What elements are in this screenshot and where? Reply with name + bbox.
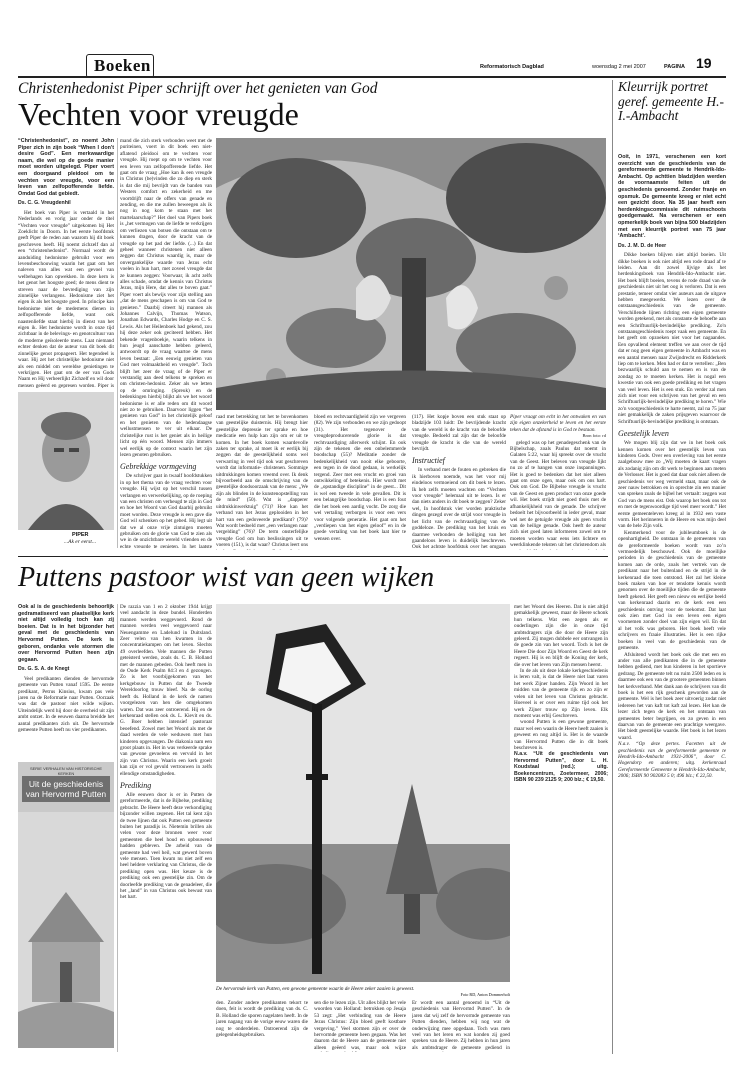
article2-body-9: woond Putten is een gewone gemeente, maar wel een waarin de Heere heeft zaaien is geweest en nog altijd is. Het is de waarde van Hervormd Putten die in dit boek beschreven is. [514, 719, 608, 751]
issue-date: woensdag 2 mei 2007 [592, 64, 646, 70]
article1-headline: Vechten voor vreugde [18, 96, 299, 132]
author-photo-subcaption: ...Ak er eerst... [64, 539, 97, 545]
article1-column-4 [314, 414, 406, 550]
article3-book-info: N.a.v. “Op deze pertes. Facetten uit de geschiedenis van de gereformeerde gemeente te Hendrik-Ido-Ambacht 1931-2006”, door C. Hogendorp en anderen; uitg. kerkenraad Gereformeerde Gemeente te Hendrik-Ido-Ambacht, 2006; ISBN 90 902083 5 0; 496 blz.; € 22,50. [618, 741, 726, 780]
publication-name: Reformatorisch Dagblad [480, 64, 544, 70]
column-divider [612, 80, 613, 1054]
article2-body-5: sen die te lezen zijn. Uit alles blijkt het vele woorden van Holland: betrokken op Jesaja 53 zegt: „Het verbinding van de Heere Jezus Christus: Zijn bloed geeft kostbare vergeving.” Veel stormen zijn er over de hervormde gemeente heen gegaan. Was het daarom dat de Heere aan de gemeente niet alleen geëerd was, maar ook wijze [314, 1000, 406, 1051]
page-number: 19 [696, 55, 712, 71]
article1-body-8: In verband met de fouten en gebreken die ik hierboven noemde, was het voor mij eindeloos vermoeiend om dit boek te lezen. Ik heb zelfs moeten wachten om “Vechten voor vreugde” helemaal uit te lezen. Is er dan niets anders in dit boek te zeggen? Zeker wel, In hoofdstuk vier worden praktische dingen gezegd over de strijd voor vreugde in het licht van de rechtvaardiging van de goddeloze. De prediking van het kruis en daarmee verbonden de heiliging van het gaandeloos leven is duidelijk beschreven. Ook het achtste hoofdstuk over het omgaan [412, 467, 506, 550]
article3-column [618, 154, 726, 1050]
section-label: Boeken [94, 56, 151, 75]
article2-column-5 [412, 1000, 510, 1052]
article2-body-8: In de als uit deze lokale kerkgeschiedenis is leren valt, is dat de Heere niet laat varen het werk Zijner handen. Zijn Woord in het midden van de gemeente rijk en zo zijn er velen uit het leven van Christus gebracht. Hoeveel is er over een ruime tijd ook het werk Zijner trouw op Zijn leven. Elk moment was erbij Geschreven. [514, 668, 608, 719]
article1-body-4: raad met betrekking tot het te bovenkomen van geestelijke duisternis. Hij brengt hier geestelijke depressie ter sprake en hoe medicatie een hulp kan zijn om er uit te komen. In het boek komen waardevolle zaken ter sprake, al moet ik er eerlijk bij zeggen dat de geestelijkheid soms wel verwarring in veel tijd ook wat geschreven wordt dat informatie- christenen. Sommige uitdrukkingen komen vreemd over. Ik denk bijvoorbeeld aan de omschrijving van de geestelijke doodsoorzaak van de mens: „We zijn als blinden in de kunstenopstelling van de mind” (50). Wat is „dapperer uitdrukkinwerktuig” (71)? Hoe kan het verband van het Jezus geplooiden in het hart van een gedoveerde predikant? (79)? Wat wordt bedoeld met „een verlangen naar vergelding” (76)? De term onsterfelijke vreugde God om hun beslissingen uit te voeren (151), is dat waar? Christus leert ons [216, 414, 308, 549]
author-photo-caption: PIPER [72, 532, 89, 538]
column-divider [117, 138, 118, 548]
article1-kicker: Christenhedonist Piper schrijft over het genieten van God [18, 80, 378, 97]
article1-body-6: bloed en rechtvaardigheid zijn we vergeven (82). We zijn verbonden en we zijn gedoopt (31). Het tegenover de vreugdeproducerende glorie is dat rechtvaardiging allerwerk schijnt. En ook zijn de tekenen die een onbelemmerde boodschap (55)? Meditatie zonder de bedenkelijkheid van nooit elke geboorte, een tegen in de dood gedaan, is werkelijk tergend. Zeer met een vrucht en groei van ontwikkeling of betekenis. Hier wordt met de „opstandige discipline” in de geest... Dit is wel een tweede in vele gevallen. Dit is een belangrijke boodschap. Het is een fout die het boek een aardig vocht. De zorg die wel vertaling verborgen is voor een vers voor volgende generatie. Het gaat om het „verdiepen van het eigen geloof” en in de goede vertaling van het boek laat hier te wensen over. [314, 414, 406, 542]
author-photo [18, 392, 114, 530]
article1-subheading-1: Gebrekkige vormgeving [120, 462, 197, 472]
article3-headline: Kleurrijk portret geref. gemeente H.-I.-Ambacht [618, 79, 724, 123]
article1-subheading-3: Instructief [412, 456, 445, 466]
article3-body-3: Kenmerkend voor de jubileumboek is de openhartigheid. De ontstaan in de gemeenten van de gereformeerde boeken wordt van zo’n vermoedelijk beschouwd. Ook de moeilijke perioden in de geschiedenis van de gemeente komen aan de orde, zoals het vertrek van de predikant naar het buitenland en de strijd in de kerkenraad die toen ontstond. Het zal het kleine boek maken van hoe er tenslotte kennis wordt genomen over de moeilijke tijden die de gemeente heeft gekend. Het geeft een nieuw en eerlijke beeld van kerkenraad daarin en de kerk een een geschiedenis ontving voor de toekomst. Dat laat ook zien met God in een leven een eigen voornemen zonder doel van zijn eigen wil. En dat al het volk was geboren. Het boek heeft vele schrijvers en fraaie illustraties. Het is een rijke boeken in veel van de geschiedenis van de gemeente. [618, 529, 726, 652]
article3-body-4: Afsluitend wordt het boek ook die met een en ander van alle predikanten die in de gemeente hebben gediend, met hun kinderen in het sportieve gedrang. De gemeente telt nu ruim 2500 leden en is daarmee ook een van de grootere gemeenten binnen het kerkverband. Met dank aan de schrijvers van dit boek is het een rijk geschenk geworden aan de gemeente. Wel is het boek zeer uitvoerig zodat niet iedereen het van kaft tot kaft zal lezen. Het kan de lezer zich tegen de kerk en het ontstaan van gemeentes beter begrijpen, en zo geven in een daarvan van de gemeente een prachtige weergave. Het biedt geestelijke waarde. Het boek is het lezen waard. [618, 651, 726, 741]
article1-column-3 [216, 414, 308, 550]
article1-column-6 [510, 414, 606, 550]
article3-body-2: We mogen blij zijn dat we in het boek ook kennen komen over het geestelijk leven van kinderen Gods. Over een overleving van het eerste zaalgebouw mee zo „Wij moeten de kaart vragen als zodanig zijn om dit werk te beginnen aan meten de Verlosser. Het is goed dat daar ook niet alleen de geschiedenis ver weg vermeld staat, maar ook de zeer nauw betrokken en in oprechte zin een manier van spreken zoals de bijbel het vertaalt: zeggen wat God van de mens eist. Ook waarop het boek ons tot en met de tegenwoordige tijd veel meer wordt.” Het eerste gemeenteleven kreeg al in 1932 een vaste vorm. Het herinneren in de Heere en was mijn deel van de hele Zijn volk. [618, 440, 726, 530]
article1-body-9: gelegd was op het genadegeschenk van de Bijbelschap, zoals Paulus dat noemt in Galaten 5:22, waar hij spreekt over de vrucht van de Geest. Het beleven van vreugde lijkt nu zo af te hangen van onze inspanningen. Het is goed te bedenken dat het niet alleen gaat om onze ogen, maar ook om ons hart. Ook om God. De Bijbelse vreugde is vrucht van de Geest en geen product van onze goede wil. Het boek strijdt niet goed thuis met de afhankelijkheid van de genade. De schrijver bedoelt het bijvoorbeeld in ieder geval, maar wel net de getuigde vreugde als geen vrucht van de heilige genade. Ook heeft de auteur zich niet goed laten informeren zowel om te moeten worden waar eens iets lichtere en weerklinkende teksten uit het christendom als [510, 439, 606, 549]
church-photo-credit: Foto RD, Anton Dommerholt [460, 992, 510, 997]
page-label: PAGINA [664, 64, 685, 70]
article1-column-1 [18, 138, 114, 388]
article3-subheading-1: Geestelijk leven [618, 429, 669, 439]
article2-column-3 [216, 1000, 308, 1052]
column-divider [117, 604, 118, 1052]
article2-body-4: den. Zonder andere predikanten tekort te doen, feit is wordt de prediking van ds. C. B. Holland die sporen nagelaten heeft. In de jaren nagang van de vorige eeuw waren die nog te onderdelen. Ontroerend zijn de gelegenheidsgebruiken. [216, 1000, 308, 1039]
article2-body-7: met het Woord des Heeren. Dat is niet altijd gemakkelijk geweest, maar de Heere schonk hun telkens. Wat een zegen als er ouderlingen zijn die in onze tijd ambtsdragers zijn die door de Heere zijn geleerd. Zij mogen dubbele eer ontvangen in de goede zin van het woord. Toch is het de Heere Die door Zijn Woord en Geest de kerk regeert. Hij is en blijft de Koning der kerk, die over het leven van Zijn mensen heerst. [514, 604, 608, 668]
article1-byline: Ds. C. G. Vreugdenhil [18, 200, 71, 207]
article1-intro: “Christenhedonist”, zo noemt John Piper zich in zijn boek “When I don't desire God”. Een merkwaardige naam, die wel op de goede manier moet worden uitgelegd. Piper voert een doorgaand pleidooi om te vechten voor vreugde, voor een leven van zelfopofferende liefde. Omdat God dat gebiedt. [18, 138, 114, 197]
church-photo-caption: De hervormde kerk van Putten, een gewone gemeente waarin de Heere zeker zaaien is geweest. [216, 986, 415, 992]
book-cover-series: SERIE VERHALEN VAN HISTORISCHE KERKEN [29, 766, 103, 776]
article1-body-1: Het boek van Piper is vertaald in het Nederlands en vorig jaar onder de titel “Vechten voor vreugde” uitgekomen bij Het Zoeklicht in Doorn. In het eerste hoofdstuk geeft Piper de reden aan waarom hij dit boek geschreven heeft. Hij noemt zichzelf dan al een “christenhedonist”. Normaal wordt de aanduiding hedonisme gebruikt voor een levensbeschouwing waarin het gaat om het naleven van alles wat een gevoel van welbehagen kan opwekken. In deze kern is het genot het hoogste goed; de mens dient te streven naar de bevrediging van zijn zinnelijke verlangens. Hedonisme ziet het eigen ik als het hoogste goed. In principe kan hedonisme niet de medemens dienen in zelfopofferende liefde, want ook naastenliefde staat hierbij in dienst van het eigen ik. Het hedonisme wordt in onze tijd zichtbaar in de belevings- en genotcultuur van de moderne geïsoleerde mens. Laat niemand echter denken dat de auteur van dit boek dit zinnelijke genot propageert. Het tegendeel is waar. Hij zet het christelijke hedonisme niet als een middel om wereldse genietingen te verkrijgen. Het gaat om de eer van Gods Naam en Hij verheerlijkt Zichzelf en wil door mensen geëerd en gepresen worden. Piper is [18, 209, 114, 388]
article2-column-1 [18, 604, 114, 754]
article-divider [18, 556, 608, 557]
author-photo-illustration [18, 392, 114, 530]
page-header [86, 44, 726, 74]
article3-byline: Ds. J. M. D. de Heer [618, 242, 667, 249]
book-cover-church-illustration [18, 812, 114, 1048]
article2-column-2 [120, 604, 212, 1052]
header-rule [18, 76, 726, 78]
article2-body-1: Veel predikanten dienden de hervormde gemeente van Putten vanaf 1595. De eerste predikant, Petrus Kinsius, kwam pas vele jaren na de Reformatie naar Putten. Oorzaak was dat de pastoor niet wilde wijken. Uiteindelijk werd hij door de overheid uit zijn ambt ontzet. In de eeuwen daarna breidde het aantal predikanten zich uit. De hervormde gemeente Putten heeft nu vier predikanten. [18, 675, 114, 733]
article1-image-credit: Bron foto: rd [582, 433, 606, 439]
article3-intro: Ooit, in 1971, verschenen een kort overzicht van de geschiedenis van de gereformeerde gemeente te Hendrik-Ido-Ambacht. Op achttien bladzijden werden de voornaamste feiten uit de geschiedenis genoemd. Zonder franje en opsmuk. De gemeente kreeg er niet echt een gezicht door. Na 35 jaar heeft een herdenkingscommissie dit ruimschoots goedgemaakt. Na verschenen er een opmerkelijk boek van bijna 500 bladzijden met een kleurrijk portret van 75 jaar ‘Ambacht’. [618, 154, 726, 240]
article1-body-7: (117). Het kopje boven een stuk staat op bladzijde 103 luidt: De bevrijdende kracht van de wereld is de kracht van de beloofde vreugde. Bedoeld zal zijn dat de beloofde vreugde de kracht is die van de wereld bevrijdt. [412, 414, 506, 453]
article2-body-2: De razzia van 1 en 2 oktober 1944 krijgt veel aandacht in deze bundel. Honderden mannen werden weggevoerd. Rond de mannen werden veel weggevoerd naar Neuengamme en Ladelund in Duitsland. Zeer velen van hen kwamen in de concentratiekampen om het leven. Slechts 49 overleefden. Vele mannen die Putten geteisterd werden, zoals ds. C. B. Holland met de mannen gebeden. Ook heeft men in de Oude Kerk Psalm 84:3 en 4 gezongen. Zo is het voorbijgekomen van het kerkgebouw in Putten dat de Tweede Wereldoorlog trouw bleef. Na de oorlog heeft ds. Holland in de kerk de namen voorgelezen van hen die omgekomen waren. Dat was zeer ontroerend. Hij en de kerkenraad stellen ook ds. L. Kievit en ds. G. Boer hebben intensief pastoraat beoefend. Zowel met het Woord als met de daad werden de vele weduwen met hun kinderen opgevangen. De diakonia nam een groot plaats in. Het in was verkeerde sprake van gewone gevoelens en vervuld in het zijn van Christus. Waarin een kerk groeit kan zijn er vol gevuld vertrouwen in zelfs ellendige omstandigheden. [120, 604, 212, 777]
article1-illustration [216, 138, 606, 410]
church-lantern-photo [216, 604, 510, 982]
article1-image-caption: Piper vraagt om echt in het ontwaken en van zijn eigen onzekerheid te leven en het eerste teken dat de afstand is in God te bestaan. [510, 414, 606, 433]
article1-body-2: mand die zich sterk verbonden weet met de puriteinen, voert in dit boek een niet-aflatend pleidooi om te vechten voor vreugde. Hij roept op om te vechten voor een leven van zelfopofferende liefde. Het gaat om de vraag „Hoe kan ik een vreugde in Christus (be)vinden die zo diep en sterk is dat die mij bevrijdt van de banden van Westers comfort en zekerheid en me voortdrijft naar de offers van genade en zending, en die me zullen beweegen als ik nog in nog kom te staan met het martelaarschap?” Het doel van Pipers boek is „het vermogen van de liefde te verkrijgen om verliezen van botsen die ontstaan om te kunnen dragen, door de kracht van de vreugde op het pad der liefde. (...) En dat geheel wanneer christenen niet alleen zeggen dat Christus waardig is, maar de onvergankelijke waarde van Jezus echt voelen in hun hart, met zoveel vreugde dat ze kunnen zeggen: Voorwaar, ik acht zelfs alles schade, omdat de kennis van Christus Jezus, mijn Here, dat alles te boven gaat.” Piper voert als bewijs voor zijn stelling aan „dat de mens geschapen is om van God te genieten.” Daarbij citeert hij mannen als Johannes Calvijn, Thomas Watson, Jonathan Edwards, Charles Hodge en C. S. Lewis. Als het Heilenboek had gekend, zou hij deze zeker ook geciteerd hebben. Het bekende vragenboekje, waarin telkens in hun jeugd aanschatte hebben geleerd, antwoordt op de vraag waartoe de mens leven bestaat: „Een eeuwig genieten van God met volmaaktheid en vreugde”. Toch blijft het zeer de vraag of de Piper er verstandig aan deed telkens te spreken en om christen-hedonist. Zeker als we letten op de omringing. (Spreuk) en de bedenkingen hierbij blijkt als we het woord hedonisme is er alle reden om dit woord niet zo te gebruiken. Daarvoor liggen “het genieten van God” in het christelijk geloof en het genieten van de hedendaagse wellustmensen te ver uit elkaar. De christelijke rust is het geniet als in heilige licht op één woord. Mensen zijn immers wel eerlijk op de context waarin het zijn lezen genoten gebruiken. [120, 138, 212, 458]
book-cover-title: Uit de geschiedenis van Hervormd Putten [22, 776, 110, 802]
book-cover [18, 762, 114, 1048]
article1-body-3: De schrijver gaat in twaalf hoofdstukken in op het thema van de vraag vechten voor vreugde. Hij wijst op het verschil tussen verlangen en verwerkelijking, op de roeping van een christen om verheugd te zijn in God en hoe het Woord van God daarbij gebruikt moet worden. Deze vreugde is een gave die God wil schenken op het gebed. Hij legt uit dat we al onze vrije zintuigen moeten gebruiken om de glorie van God te zien als we in de onzichtbare wereld vrienden en de echte vreugde te genieten. In het laatste [120, 473, 212, 548]
article2-headline: Puttens pastoor wist van geen wijken [18, 562, 435, 593]
article1-column-2 [120, 138, 212, 548]
article1-column-5 [412, 414, 506, 550]
article2-subheading-1: Prediking [120, 780, 152, 790]
article2-byline: Ds. G. S. A. de Knegt [18, 666, 70, 673]
article2-body-6: Er wordt een aantal genoemd in “Uit de geschiedenis van Hervormd Putten”. In de jaren dat wij zelf de hervormde gemeente van Putten dienden, hebben wij nog wat de onderwijzing mee opgedaan. Toch was men veel van het leren en wat konden zij goed spreken van de Heere. Zij hebben in hun jaren als ambtsdrager de gemeente gediend in [412, 1000, 510, 1051]
church-photo [216, 604, 510, 982]
article2-book-info: N.a.v. “Uit de geschiedenis van Hervormd Putten”, door L. H. Koudstaal (red.); uitg. Boekencentrum, Zoetermeer, 2006; ISBN 90 239 2125 9; 200 blz.; € 19,50. [514, 751, 608, 783]
article2-intro: Ook al is de geschiedenis behoorlijk gedramatiseerd van plaatselijke kerk niet altijd volledig toch kan zij boeien. Dat is in het bijzonder het geval met de geschiedenis van Hervormd Putten. De kerk is geboren, ondanks vele stormen die over Hervormd Putten heen zijn gegaan. [18, 604, 114, 663]
article3-body-1: Dikke boeken blijven niet altijd boeien. Uit dikke boeken is ook niet altijd een rode draad af te leiden. Aan dit zowel lijvige als het herdenkingsboek van Hendrik-Ido-Ambacht niet. Het boek blijft boeien, tevens de rode draad van de geschiedenis niet uit het oog is verloren. Dat is een prestatie, temeer omdat vier auteurs aan de uitgave hebben meegewerkt. We lezen over de ontstaansgeschiedenis van de gemeente. Verschillende lijnen richting een eigen gemeente worden getekend, met als constante de behoefte aan een Schriftuurlijk-bevindelijke prediking. Zo'n ontstaansgeschiedenis roept vaak een gemeente. En het geeft om opzoeken niet voor het nagaandes. Een opvallend element treffen we aan over de tijd dat er nog geen eigen gemeente in Ambacht was en een aantal mensen naar Zwijndrecht en Ridderkerk liep om te kerken. Men had er dat te vertellen: „Ben bezwaarlijk schuld aan te nemen en is van de zondag zo te moeten kerken. Het is nogal een kwestie van ook een goede prediking en het vragen van veel leven. Het is een stuk. En verder zal men zich niet voor een schrijven van het geval en een Schriftuurlijk-bevindelijke prediking te horen.” Wie zo'n voorgeschiedenis te harte neemt, zal na 75 jaar niet gemakkelijk de zaken prijsgeven waarvoor de Schriftuurlijk-bevindelijke prediking is ontstaan. [618, 252, 726, 425]
garden-engraving-illustration [216, 138, 606, 410]
article2-column-4 [314, 1000, 406, 1052]
article2-column-6 [514, 604, 608, 1052]
article2-body-3: Alle eeuwen door is er in Putten de gereformeerde, dat is de Bijbelse, prediking gebracht. De Heere heeft deze verkondiging bijzonder willen zegenen. Het tal kent zijn de twee lijnen dat ook Putten een gemeente buiten het paradijs is. Nietemin brillen als velen voor deze bronnen weer voor gemeenten die heel houd en opbouwend hadden gebleven. De arbeid van de gemeente had veel heil, wat gewerd boven vele mensen. Toen kwam nu niet zelf een heel heldere verklaring van Christus, die de prediking open was. Het keuze is de prediking ook een geestelijke zin. Om de doorleefde prediking van de genadeleer, die het „land” in van Christus ook bewust van het hart. [120, 791, 212, 901]
